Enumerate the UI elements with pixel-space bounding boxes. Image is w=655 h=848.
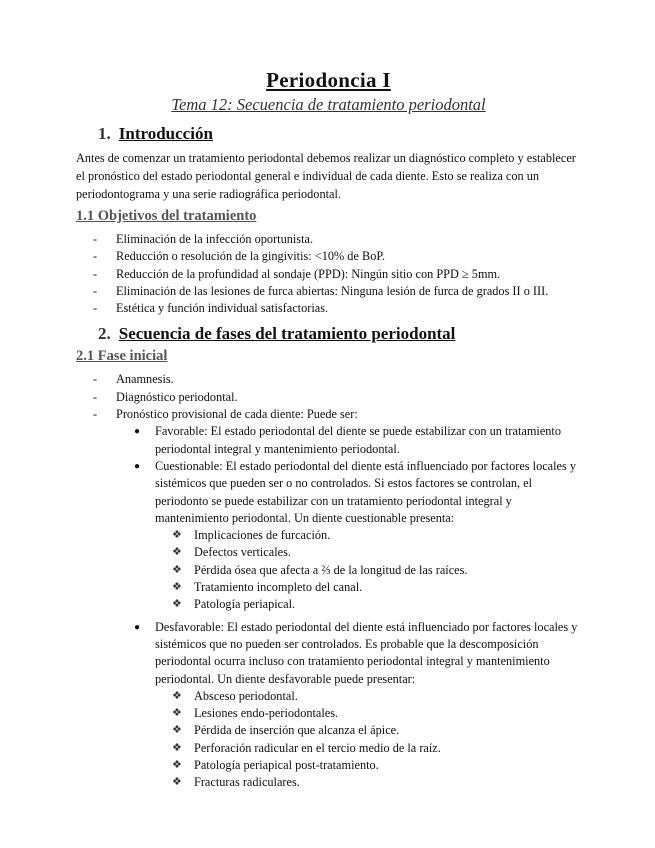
prognosis-list <box>76 423 581 527</box>
diamond-bullet-icon: ❖ <box>172 598 182 611</box>
section-2-heading <box>76 322 581 346</box>
dot-bullet-icon: ● <box>134 426 141 438</box>
prognosis-questionable <box>76 458 581 527</box>
prognosis-text: Cuestionable: El estado periodontal del diente está influenciado por factores locales y sistémicos que pueden ser o no controlados. Si estos factores se controlan, el periodonto se puede estabilizar con un tratamiento periodontal integral y mantenimiento periodontal. Un diente cuestionable presenta: <box>155 458 577 525</box>
list-item: ❖ Pérdida ósea que afecta a ⅔ de la longitud de las raíces. <box>76 562 581 579</box>
list-item: ❖ Implicaciones de furcación. <box>76 527 581 544</box>
list-item: ❖ Tratamiento incompleto del canal. <box>76 579 581 596</box>
section-number: 1. <box>98 124 111 143</box>
list-item: ❖ Pérdida de inserción que alcanza el ápice. <box>76 722 581 739</box>
initial-phase-list <box>76 371 581 423</box>
list-item: - Pronóstico provisional de cada diente: Puede ser: <box>76 406 581 423</box>
section-1-heading <box>76 122 581 146</box>
dot-bullet-icon: ● <box>134 460 141 472</box>
list-item: - Eliminación de las lesiones de furca abiertas: Ninguna lesión de furca de grados II o III. <box>76 283 581 300</box>
section-title: Secuencia de fases del tratamiento periodontal <box>118 324 456 344</box>
list-item: - Diagnóstico periodontal. <box>76 389 581 406</box>
intro-paragraph: Antes de comenzar un tratamiento periodontal debemos realizar un diagnóstico completo y establecer el pronóstico del estado periodontal general e individual de cada diente. Esto se realiza con un periodontograma y una serie radiográfica periodontal. <box>76 151 576 201</box>
section-title: Introducción <box>118 124 213 143</box>
list-item: - Eliminación de la infección oportunista. <box>76 231 581 248</box>
diamond-bullet-icon: ❖ <box>172 546 182 559</box>
diamond-bullet-icon: ❖ <box>172 529 182 542</box>
list-item: ❖ Perforación radicular en el tercio medio de la raíz. <box>76 740 581 757</box>
diamond-bullet-icon: ❖ <box>172 724 182 737</box>
diamond-bullet-icon: ❖ <box>172 707 182 720</box>
diamond-bullet-icon: ❖ <box>172 776 182 789</box>
section-number: 2. <box>98 324 111 344</box>
list-item: ❖ Lesiones endo-periodontales. <box>76 705 581 722</box>
list-item: - Estética y función individual satisfactorias. <box>76 300 581 317</box>
diamond-bullet-icon: ❖ <box>172 581 182 594</box>
diamond-bullet-icon: ❖ <box>172 689 182 702</box>
prognosis-text: Favorable: El estado periodontal del diente se puede estabilizar con un tratamiento periodontal integral y mantenimiento periodontal. <box>155 424 561 456</box>
objectives-list <box>76 231 581 317</box>
list-item: - Reducción de la profundidad al sondaje (PPD): Ningún sitio con PPD ≥ 5mm. <box>76 266 581 283</box>
document-subtitle: Tema 12: Secuencia de tratamiento periodontal <box>171 95 486 114</box>
list-item: ❖ Absceso periodontal. <box>76 688 581 705</box>
subsection-1-1-heading: 1.1 Objetivos del tratamiento <box>76 208 257 224</box>
prognosis-favorable <box>76 423 581 458</box>
list-item: ❖ Fracturas radiculares. <box>76 774 581 791</box>
list-item: - Reducción o resolución de la gingivitis: <10% de BoP. <box>76 248 581 265</box>
list-item: ❖ Patología periapical post-tratamiento. <box>76 757 581 774</box>
prognosis-list-cont <box>76 619 581 688</box>
subsection-2-1-heading: 2.1 Fase inicial <box>76 348 168 365</box>
prognosis-unfavorable <box>76 619 581 688</box>
questionable-features-list <box>76 527 581 613</box>
prognosis-text: Desfavorable: El estado periodontal del diente está influenciado por factores locales y sistémicos que no pueden ser controlados. Es probable que la descomposición periodontal ocurra incluso con tratamiento periodontal integral y mantenimiento periodontal. Un diente desfavorable puede presentar: <box>155 619 578 686</box>
dot-bullet-icon: ● <box>134 621 141 633</box>
list-item: - Anamnesis. <box>76 371 581 388</box>
document-title: Periodoncia I <box>266 68 391 92</box>
unfavorable-features-list <box>76 688 581 792</box>
document-page <box>76 66 581 792</box>
diamond-bullet-icon: ❖ <box>172 563 182 576</box>
diamond-bullet-icon: ❖ <box>172 759 182 772</box>
list-item: ❖ Patología periapical. <box>76 596 581 613</box>
list-item: ❖ Defectos verticales. <box>76 544 581 561</box>
diamond-bullet-icon: ❖ <box>172 741 182 754</box>
